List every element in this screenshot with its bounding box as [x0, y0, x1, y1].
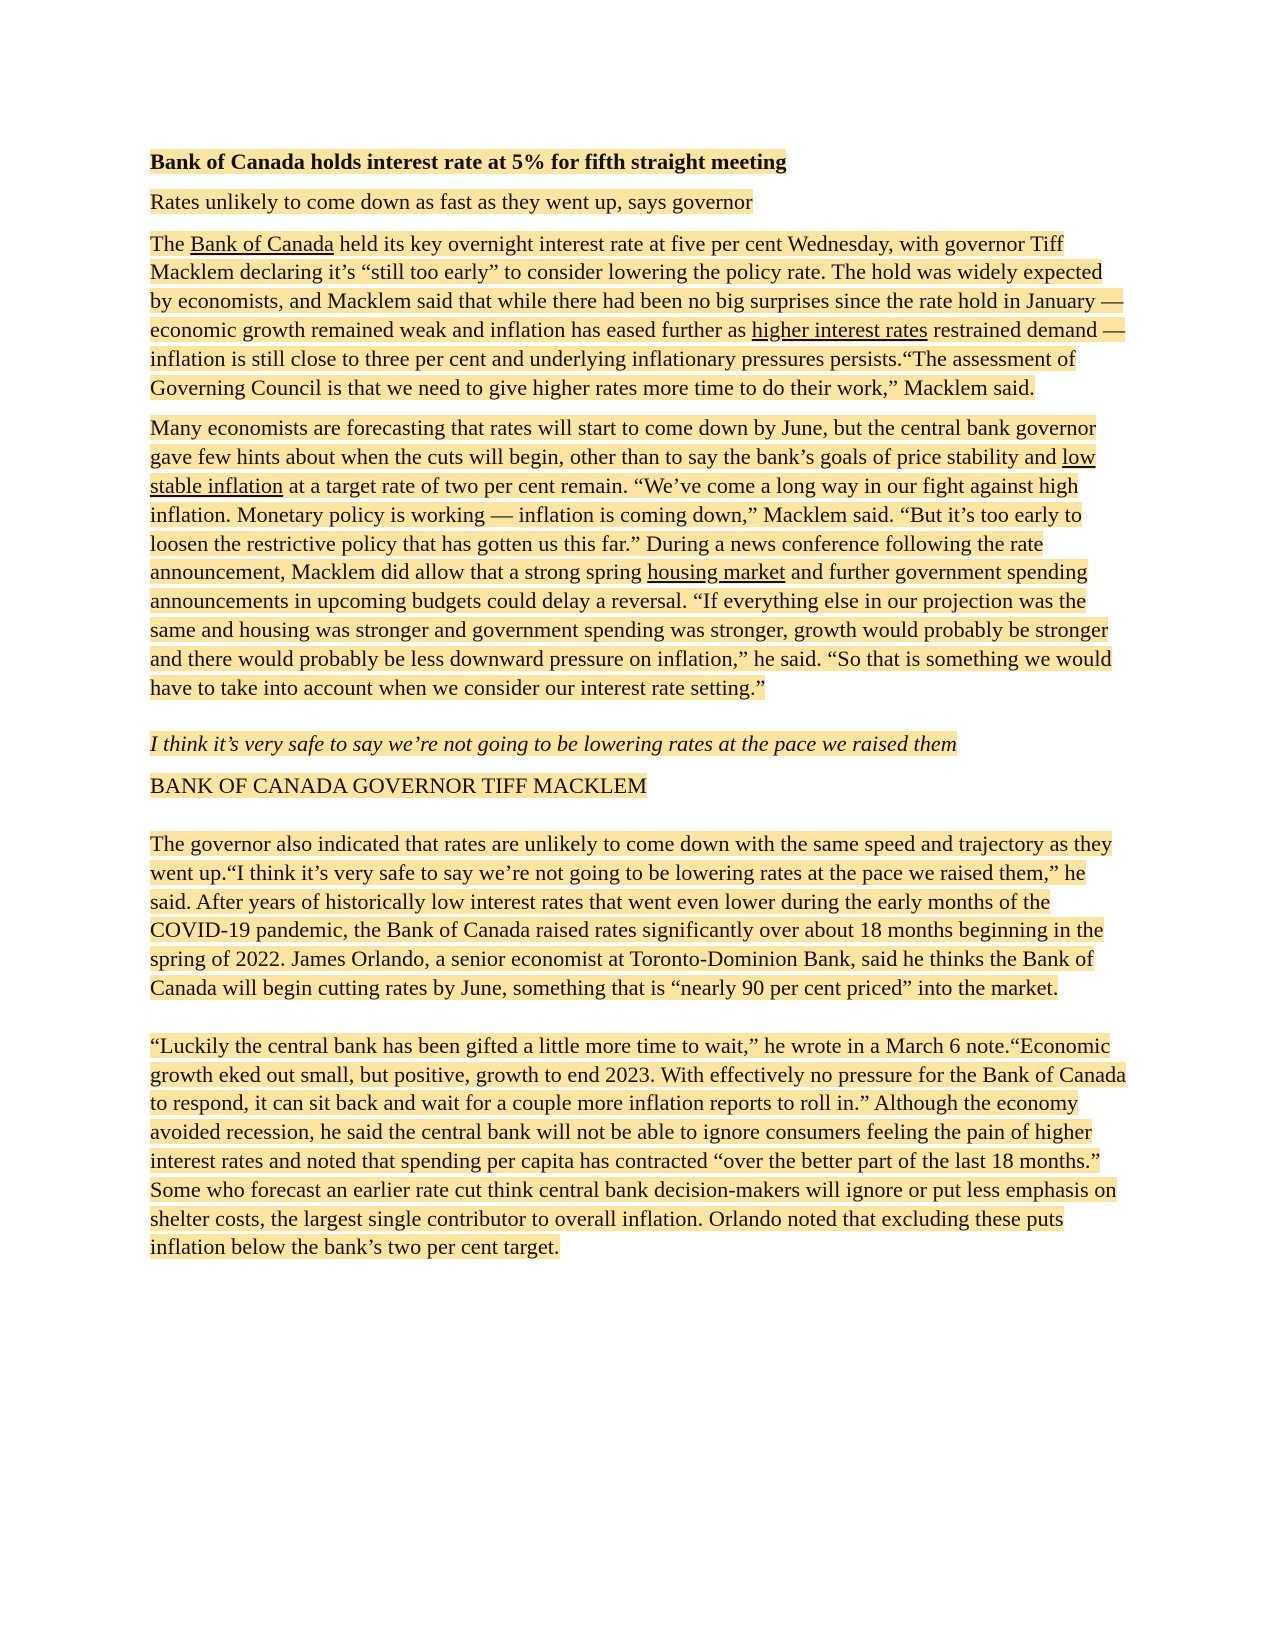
quote-attribution-text: BANK OF CANADA GOVERNOR TIFF MACKLEM: [150, 773, 647, 799]
link-higher-interest-rates[interactable]: higher interest rates: [751, 316, 928, 342]
pull-quote: [150, 730, 1130, 759]
article-title-text: Bank of Canada holds interest rate at 5% for fifth straight meeting: [150, 149, 787, 174]
paragraph-3-text: The governor also indicated that rates are unlikely to come down with the same speed and trajectory as they went up.“I think it’s very safe to say we’re not going to be lowering rates at the pace we raised them,” he said. After years of historically low interest rates that went even lower during the early months of the COVID-19 pandemic, the Bank of Canada raised rates significantly over about 18 months beginning in the spring of 2022. James Orlando, a senior economist at Toronto-Dominion Bank, said he thinks the Bank of Canada will begin cutting rates by June, something that is “nearly 90 per cent priced” into the market.: [150, 830, 1113, 1000]
paragraph-2: [150, 414, 1130, 702]
paragraph-1: [150, 230, 1130, 403]
paragraph-1-part-a: The: [150, 230, 191, 256]
paragraph-3: [150, 830, 1130, 1003]
paragraph-1-part-b: held its key overnight interest rate at five per cent Wednesday, with governor Tiff Macklem declaring it’s “still too early” to consider lowering the policy rate. The hold was widely expected by economists, and Macklem said that while there had been no big surprises since the rate hold in January — economic growth remained weak and inflation has eased further as: [150, 230, 1124, 342]
paragraph-2-part-c: and further government spending announcements in upcoming budgets could delay a reversal. “If everything else in our projection was the same and housing was stronger and government spending was stronger, growth would probably be stronger and there would probably be less downward pressure on inflation,” he said. “So that is something we would have to take into account when we consider our interest rate setting.”: [150, 559, 1112, 700]
article-subtitle: [150, 188, 1130, 217]
quote-attribution: [150, 772, 1130, 801]
paragraph-1-text: [150, 231, 1125, 400]
paragraph-2-text: [150, 415, 1112, 699]
paragraph-4: [150, 1032, 1130, 1262]
pull-quote-text: I think it’s very safe to say we’re not going to be lowering rates at the pace we raised them: [150, 731, 957, 757]
paragraph-2-part-b: at a target rate of two per cent remain. “We’ve come a long way in our fight against high inflation. Monetary policy is working — inflation is coming down,” Macklem said. “But it’s too early to loosen the restrictive policy that has gotten us this far.” During a news conference following the rate announcement, Macklem did allow that a strong spring: [150, 472, 1082, 585]
document-page: [150, 148, 1130, 1274]
paragraph-1-part-c: restrained demand — inflation is still close to three per cent and underlying inflationary pressures persists.“The assessment of Governing Council is that we need to give higher rates more time to do their work,” Macklem said.: [150, 316, 1126, 400]
paragraph-2-part-a: Many economists are forecasting that rates will start to come down by June, but the central bank governor gave few hints about when the cuts will begin, other than to say the bank’s goals of price stability and: [150, 415, 1097, 470]
article-title: [150, 148, 1130, 177]
link-low-stable-inflation[interactable]: low stable inflation: [150, 444, 1096, 498]
article-subtitle-text: Rates unlikely to come down as fast as they went up, says governor: [150, 188, 753, 214]
paragraph-4-text: “Luckily the central bank has been gifted a little more time to wait,” he wrote in a March 6 note.“Economic growth eked out small, but positive, growth to end 2023. With effectively no pressure for the Bank of Canada to respond, it can sit back and wait for a couple more inflation reports to roll in.” Although the economy avoided recession, he said the central bank will not be able to ignore consumers feeling the pain of higher interest rates and noted that spending per capita has contracted “over the better part of the last 18 months.” Some who forecast an earlier rate cut think central bank decision-makers will ignore or put less emphasis on shelter costs, the largest single contributor to overall inflation. Orlando noted that excluding these puts inflation below the bank’s two per cent target.: [150, 1032, 1127, 1260]
link-bank-of-canada[interactable]: Bank of Canada: [190, 230, 334, 256]
link-housing-market[interactable]: housing market: [647, 559, 786, 585]
